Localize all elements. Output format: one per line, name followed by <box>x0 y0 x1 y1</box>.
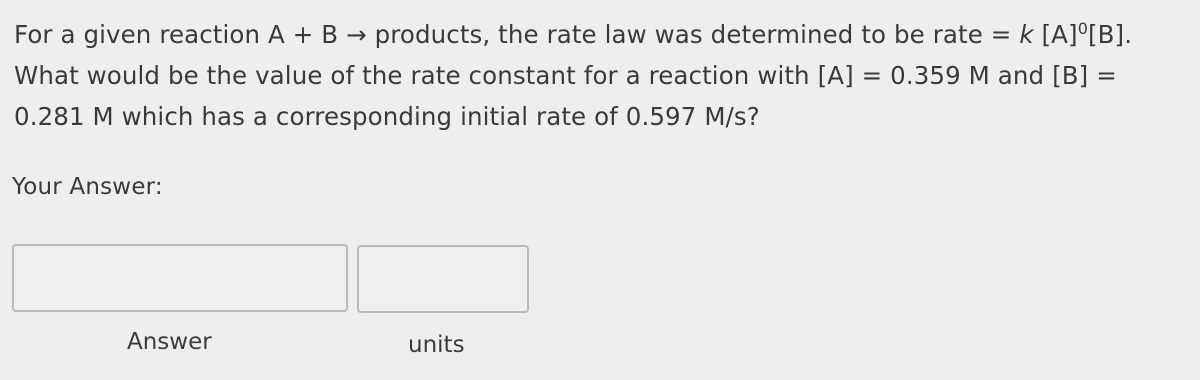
question-text <box>14 14 1184 137</box>
answer-input[interactable] <box>12 244 348 312</box>
answer-field-label: Answer <box>127 329 212 355</box>
rate-constant-symbol: k <box>1019 20 1034 49</box>
question-part-2: [A] <box>1041 20 1078 49</box>
question-part-1: For a given reaction A + B → products, the rate law was determined to be rate = <box>14 20 1020 49</box>
units-input[interactable] <box>357 245 529 313</box>
units-field-label: units <box>408 332 465 358</box>
question-part-3: [B]. What would be the value of the rate constant for a reaction with [A] = 0.359 M and [B] = 0.281 M which has a corresponding initial rate of 0.597 M/s? <box>14 20 1133 131</box>
order-exponent: 0 <box>1077 19 1088 38</box>
your-answer-heading: Your Answer: <box>12 174 163 200</box>
